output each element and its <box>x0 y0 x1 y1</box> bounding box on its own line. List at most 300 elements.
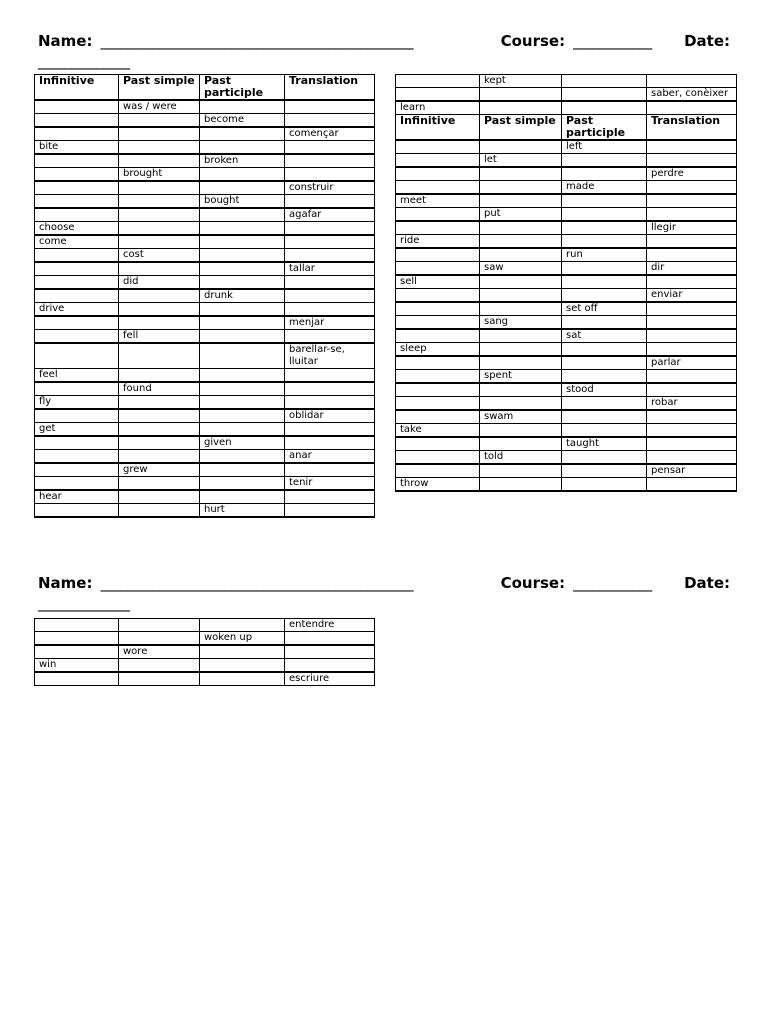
cell-infinitive[interactable] <box>35 645 119 659</box>
header-line <box>38 574 738 592</box>
cell-translation[interactable] <box>285 632 375 646</box>
cell-past-participle[interactable] <box>562 194 647 208</box>
cell-past-participle[interactable]: taught <box>562 437 647 451</box>
cell-infinitive[interactable] <box>396 262 480 276</box>
cell-past-simple[interactable]: kept <box>480 75 562 88</box>
cell-infinitive[interactable]: drive <box>35 303 119 317</box>
verb-row <box>35 619 375 632</box>
cell-past-simple[interactable] <box>480 101 562 115</box>
cell-infinitive[interactable]: take <box>396 424 480 438</box>
cell-translation[interactable] <box>285 369 375 383</box>
cell-past-participle[interactable] <box>200 645 285 659</box>
cell-translation[interactable] <box>647 383 737 397</box>
cell-translation[interactable]: entendre <box>285 619 375 632</box>
cell-translation[interactable] <box>647 370 737 384</box>
cell-past-simple[interactable] <box>480 289 562 303</box>
name-blank[interactable]: ________________________________________________ <box>100 574 413 592</box>
cell-past-participle[interactable] <box>200 100 285 114</box>
verb-row <box>35 289 375 303</box>
cell-translation[interactable]: llegir <box>647 221 737 235</box>
cell-infinitive[interactable] <box>396 88 480 102</box>
cell-translation[interactable] <box>285 382 375 396</box>
cell-past-simple[interactable] <box>480 140 562 154</box>
verb-table-bottom-body <box>35 619 375 686</box>
cell-past-participle[interactable] <box>200 276 285 290</box>
date-blank[interactable]: ______________ <box>38 594 129 612</box>
cell-past-participle[interactable]: sat <box>562 329 647 343</box>
cell-past-participle[interactable] <box>200 463 285 477</box>
cell-past-participle[interactable] <box>562 410 647 424</box>
cell-infinitive[interactable] <box>396 181 480 195</box>
cell-past-participle[interactable]: stood <box>562 383 647 397</box>
cell-past-participle[interactable] <box>562 88 647 102</box>
cell-translation[interactable] <box>285 195 375 209</box>
cell-infinitive[interactable]: get <box>35 423 119 437</box>
cell-infinitive[interactable] <box>35 330 119 344</box>
cell-translation[interactable] <box>285 289 375 303</box>
cell-infinitive[interactable]: sleep <box>396 343 480 357</box>
cell-past-participle[interactable]: run <box>562 248 647 262</box>
cell-past-simple[interactable] <box>119 369 200 383</box>
cell-translation[interactable] <box>647 275 737 289</box>
cell-translation[interactable] <box>285 463 375 477</box>
cell-past-simple[interactable]: swam <box>480 410 562 424</box>
cell-translation[interactable] <box>285 141 375 155</box>
cell-past-participle[interactable] <box>562 397 647 411</box>
cell-past-simple[interactable] <box>119 619 200 632</box>
cell-infinitive[interactable] <box>396 437 480 451</box>
cell-translation[interactable] <box>647 194 737 208</box>
cell-translation[interactable] <box>647 410 737 424</box>
cell-past-simple[interactable] <box>480 181 562 195</box>
cell-past-simple[interactable]: put <box>480 208 562 222</box>
cell-past-participle[interactable]: bought <box>200 195 285 209</box>
cell-infinitive[interactable] <box>396 451 480 465</box>
cell-infinitive[interactable]: choose <box>35 222 119 236</box>
cell-translation[interactable]: saber, conèixer <box>647 88 737 102</box>
cell-infinitive[interactable] <box>35 249 119 263</box>
cell-infinitive[interactable]: learn <box>396 101 480 115</box>
cell-past-participle[interactable] <box>200 672 285 686</box>
cell-infinitive[interactable] <box>396 370 480 384</box>
cell-past-participle[interactable] <box>562 478 647 492</box>
cell-past-simple[interactable] <box>480 88 562 102</box>
cell-infinitive[interactable] <box>396 410 480 424</box>
verb-row <box>35 235 375 249</box>
cell-translation[interactable] <box>285 168 375 182</box>
cell-past-simple[interactable]: did <box>119 276 200 290</box>
cell-infinitive[interactable] <box>35 127 119 141</box>
cell-past-participle[interactable] <box>200 222 285 236</box>
cell-translation[interactable] <box>647 302 737 316</box>
cell-infinitive[interactable] <box>35 276 119 290</box>
cell-past-simple[interactable] <box>119 659 200 673</box>
verb-row <box>35 504 375 518</box>
cell-translation[interactable]: pensar <box>647 464 737 478</box>
cell-past-participle[interactable] <box>562 289 647 303</box>
cell-translation[interactable] <box>285 396 375 410</box>
cell-past-participle[interactable] <box>200 316 285 330</box>
cell-past-participle[interactable] <box>200 409 285 423</box>
cell-past-simple[interactable] <box>480 478 562 492</box>
cell-translation[interactable]: enviar <box>647 289 737 303</box>
cell-infinitive[interactable] <box>35 409 119 423</box>
cell-past-simple[interactable] <box>119 195 200 209</box>
cell-past-simple[interactable] <box>480 356 562 370</box>
cell-past-simple[interactable] <box>119 114 200 128</box>
cell-infinitive[interactable] <box>396 383 480 397</box>
cell-translation[interactable]: menjar <box>285 316 375 330</box>
cell-translation[interactable] <box>285 114 375 128</box>
verb-row <box>35 396 375 410</box>
cell-translation[interactable] <box>647 140 737 154</box>
cell-infinitive[interactable] <box>35 154 119 168</box>
cell-past-participle[interactable] <box>562 221 647 235</box>
cell-past-participle[interactable] <box>562 262 647 276</box>
cell-past-simple[interactable] <box>119 208 200 222</box>
cell-past-participle[interactable] <box>200 249 285 263</box>
cell-translation[interactable] <box>285 645 375 659</box>
cell-past-participle[interactable] <box>562 75 647 88</box>
cell-past-simple[interactable] <box>480 464 562 478</box>
cell-translation[interactable] <box>647 437 737 451</box>
cell-past-participle[interactable] <box>200 168 285 182</box>
cell-translation[interactable]: començar <box>285 127 375 141</box>
cell-past-simple[interactable] <box>119 316 200 330</box>
cell-infinitive[interactable] <box>396 75 480 88</box>
cell-translation[interactable] <box>647 248 737 262</box>
cell-past-participle[interactable] <box>200 208 285 222</box>
cell-past-simple[interactable] <box>119 436 200 450</box>
verb-row <box>396 329 737 343</box>
cell-past-simple[interactable]: was / were <box>119 100 200 114</box>
cell-past-participle[interactable]: given <box>200 436 285 450</box>
cell-past-participle[interactable]: drunk <box>200 289 285 303</box>
cell-past-simple[interactable] <box>119 423 200 437</box>
cell-past-participle[interactable] <box>562 464 647 478</box>
cell-infinitive[interactable] <box>35 343 119 369</box>
cell-translation[interactable] <box>285 100 375 114</box>
verb-row <box>396 424 737 438</box>
course-blank[interactable]: ____________ <box>573 574 652 592</box>
cell-past-participle[interactable] <box>562 343 647 357</box>
cell-translation[interactable] <box>285 249 375 263</box>
cell-translation[interactable]: barellar-se, lluitar <box>285 343 375 369</box>
cell-past-participle[interactable] <box>200 423 285 437</box>
verb-row <box>35 195 375 209</box>
cell-past-simple[interactable]: saw <box>480 262 562 276</box>
cell-past-simple[interactable] <box>119 141 200 155</box>
cell-past-participle[interactable]: left <box>562 140 647 154</box>
cell-past-simple[interactable] <box>480 302 562 316</box>
cell-past-simple[interactable]: wore <box>119 645 200 659</box>
cell-infinitive[interactable]: bite <box>35 141 119 155</box>
cell-past-participle[interactable] <box>200 659 285 673</box>
cell-past-simple[interactable] <box>480 235 562 249</box>
cell-translation[interactable]: perdre <box>647 167 737 181</box>
cell-past-simple[interactable] <box>119 181 200 195</box>
cell-past-simple[interactable] <box>480 221 562 235</box>
cell-past-simple[interactable]: fell <box>119 330 200 344</box>
cell-past-simple[interactable]: spent <box>480 370 562 384</box>
verb-table-right-top <box>396 75 737 115</box>
cell-past-simple[interactable]: found <box>119 382 200 396</box>
cell-infinitive[interactable] <box>396 464 480 478</box>
column-header-row <box>396 115 737 141</box>
cell-past-simple[interactable] <box>119 154 200 168</box>
verb-row <box>396 464 737 478</box>
cell-past-participle[interactable] <box>200 235 285 249</box>
cell-past-participle[interactable] <box>562 235 647 249</box>
cell-past-simple[interactable] <box>119 409 200 423</box>
cell-infinitive[interactable] <box>396 329 480 343</box>
cell-past-simple[interactable] <box>480 437 562 451</box>
cell-past-participle[interactable] <box>562 451 647 465</box>
cell-past-simple[interactable] <box>119 343 200 369</box>
cell-past-simple[interactable]: brought <box>119 168 200 182</box>
cell-infinitive[interactable] <box>396 397 480 411</box>
cell-past-simple[interactable]: let <box>480 154 562 168</box>
cell-translation[interactable]: robar <box>647 397 737 411</box>
cell-translation[interactable] <box>647 316 737 330</box>
cell-past-participle[interactable]: woken up <box>200 632 285 646</box>
cell-infinitive[interactable] <box>396 221 480 235</box>
verb-row <box>396 451 737 465</box>
cell-translation[interactable] <box>285 659 375 673</box>
cell-past-simple[interactable] <box>480 383 562 397</box>
cell-infinitive[interactable] <box>35 195 119 209</box>
cell-past-participle[interactable] <box>200 141 285 155</box>
cell-infinitive[interactable] <box>396 140 480 154</box>
cell-past-participle[interactable]: made <box>562 181 647 195</box>
cell-past-participle[interactable] <box>200 369 285 383</box>
verb-row <box>35 369 375 383</box>
name-blank[interactable]: ________________________________________________ <box>100 32 413 50</box>
col-past-participle-header: Past participle <box>562 115 647 141</box>
cell-translation[interactable] <box>285 222 375 236</box>
cell-past-simple[interactable] <box>119 672 200 686</box>
cell-infinitive[interactable] <box>35 436 119 450</box>
cell-translation[interactable] <box>285 436 375 450</box>
date-blank[interactable]: ______________ <box>38 52 129 70</box>
cell-infinitive[interactable] <box>396 316 480 330</box>
cell-past-simple[interactable] <box>119 396 200 410</box>
cell-past-simple[interactable]: told <box>480 451 562 465</box>
verb-row <box>396 289 737 303</box>
cell-past-participle[interactable] <box>562 370 647 384</box>
verb-row <box>35 208 375 222</box>
cell-infinitive[interactable] <box>396 302 480 316</box>
cell-past-participle[interactable] <box>200 396 285 410</box>
cell-translation[interactable] <box>647 75 737 88</box>
verb-row <box>396 235 737 249</box>
cell-infinitive[interactable] <box>396 208 480 222</box>
cell-translation[interactable] <box>647 451 737 465</box>
cell-past-participle[interactable] <box>200 303 285 317</box>
cell-infinitive[interactable] <box>35 504 119 518</box>
cell-past-participle[interactable] <box>200 181 285 195</box>
cell-infinitive[interactable] <box>35 262 119 276</box>
verb-row <box>396 181 737 195</box>
cell-infinitive[interactable]: meet <box>396 194 480 208</box>
cell-past-simple[interactable] <box>119 490 200 504</box>
cell-translation[interactable]: dir <box>647 262 737 276</box>
cell-infinitive[interactable]: fly <box>35 396 119 410</box>
cell-infinitive[interactable]: win <box>35 659 119 673</box>
cell-past-simple[interactable]: grew <box>119 463 200 477</box>
cell-translation[interactable] <box>647 478 737 492</box>
cell-infinitive[interactable]: ride <box>396 235 480 249</box>
cell-infinitive[interactable] <box>35 619 119 632</box>
cell-past-participle[interactable] <box>562 154 647 168</box>
cell-translation[interactable] <box>647 101 737 115</box>
verb-row <box>35 316 375 330</box>
cell-past-participle[interactable] <box>200 490 285 504</box>
cell-past-simple[interactable] <box>119 303 200 317</box>
cell-infinitive[interactable] <box>396 248 480 262</box>
cell-translation[interactable]: escriure <box>285 672 375 686</box>
cell-infinitive[interactable] <box>35 382 119 396</box>
cell-translation[interactable] <box>285 423 375 437</box>
cell-past-simple[interactable] <box>480 194 562 208</box>
cell-translation[interactable] <box>647 181 737 195</box>
cell-infinitive[interactable] <box>35 168 119 182</box>
cell-past-simple[interactable] <box>480 329 562 343</box>
cell-translation[interactable]: tenir <box>285 477 375 491</box>
cell-translation[interactable]: oblidar <box>285 409 375 423</box>
cell-infinitive[interactable] <box>396 356 480 370</box>
cell-translation[interactable] <box>647 208 737 222</box>
cell-infinitive[interactable] <box>396 289 480 303</box>
verb-row <box>396 154 737 168</box>
cell-infinitive[interactable] <box>35 672 119 686</box>
col-past-simple-header: Past simple <box>480 115 562 141</box>
cell-translation[interactable] <box>647 329 737 343</box>
verb-row <box>35 303 375 317</box>
cell-translation[interactable] <box>285 276 375 290</box>
verb-row <box>35 477 375 491</box>
cell-past-simple[interactable] <box>119 222 200 236</box>
course-label: Course: <box>500 32 566 50</box>
cell-past-simple[interactable] <box>480 275 562 289</box>
cell-infinitive[interactable] <box>35 477 119 491</box>
cell-translation[interactable] <box>285 330 375 344</box>
cell-past-simple[interactable] <box>119 450 200 464</box>
cell-infinitive[interactable] <box>35 289 119 303</box>
cell-infinitive[interactable] <box>35 114 119 128</box>
cell-infinitive[interactable] <box>396 167 480 181</box>
cell-past-simple[interactable] <box>480 397 562 411</box>
cell-infinitive[interactable] <box>35 181 119 195</box>
verb-row <box>396 208 737 222</box>
cell-past-simple[interactable] <box>119 127 200 141</box>
cell-past-simple[interactable] <box>480 343 562 357</box>
verb-row <box>35 114 375 128</box>
cell-infinitive[interactable] <box>35 316 119 330</box>
cell-infinitive[interactable] <box>35 463 119 477</box>
cell-translation[interactable] <box>647 424 737 438</box>
cell-past-participle[interactable] <box>200 619 285 632</box>
course-blank[interactable]: ____________ <box>573 32 652 50</box>
cell-infinitive[interactable] <box>35 208 119 222</box>
cell-infinitive[interactable]: hear <box>35 490 119 504</box>
cell-past-simple[interactable] <box>480 167 562 181</box>
cell-translation[interactable]: tallar <box>285 262 375 276</box>
cell-past-participle[interactable]: set off <box>562 302 647 316</box>
cell-past-participle[interactable] <box>562 424 647 438</box>
cell-infinitive[interactable] <box>35 450 119 464</box>
cell-past-participle[interactable]: become <box>200 114 285 128</box>
cell-past-participle[interactable] <box>562 101 647 115</box>
cell-past-simple[interactable] <box>119 262 200 276</box>
cell-translation[interactable] <box>285 235 375 249</box>
cell-past-participle[interactable] <box>200 382 285 396</box>
verb-row <box>35 463 375 477</box>
cell-infinitive[interactable]: throw <box>396 478 480 492</box>
cell-past-simple[interactable] <box>119 477 200 491</box>
cell-infinitive[interactable]: sell <box>396 275 480 289</box>
verb-row <box>35 409 375 423</box>
cell-past-simple[interactable] <box>119 632 200 646</box>
verb-row <box>35 382 375 396</box>
cell-past-simple[interactable] <box>480 424 562 438</box>
cell-translation[interactable] <box>285 154 375 168</box>
verb-row <box>396 248 737 262</box>
cell-past-participle[interactable] <box>562 356 647 370</box>
cell-past-participle[interactable] <box>200 330 285 344</box>
cell-past-participle[interactable] <box>200 262 285 276</box>
cell-past-simple[interactable] <box>119 289 200 303</box>
cell-translation[interactable] <box>647 235 737 249</box>
cell-past-simple[interactable] <box>119 235 200 249</box>
cell-infinitive[interactable] <box>35 632 119 646</box>
verb-row <box>396 316 737 330</box>
cell-past-simple[interactable] <box>480 248 562 262</box>
cell-past-simple[interactable]: cost <box>119 249 200 263</box>
cell-translation[interactable] <box>285 490 375 504</box>
cell-past-participle[interactable] <box>562 208 647 222</box>
cell-infinitive[interactable] <box>396 154 480 168</box>
cell-translation[interactable]: construir <box>285 181 375 195</box>
cell-infinitive[interactable] <box>35 100 119 114</box>
cell-past-participle[interactable]: hurt <box>200 504 285 518</box>
cell-translation[interactable] <box>647 154 737 168</box>
cell-past-participle[interactable] <box>200 343 285 369</box>
cell-past-participle[interactable] <box>562 275 647 289</box>
verb-table-left-body <box>35 75 375 518</box>
cell-translation[interactable] <box>285 303 375 317</box>
cell-translation[interactable]: agafar <box>285 208 375 222</box>
verb-row <box>396 262 737 276</box>
cell-past-simple[interactable]: sang <box>480 316 562 330</box>
cell-past-participle[interactable] <box>200 127 285 141</box>
cell-past-participle[interactable] <box>200 477 285 491</box>
cell-past-participle[interactable] <box>200 450 285 464</box>
cell-past-participle[interactable]: broken <box>200 154 285 168</box>
cell-past-participle[interactable] <box>562 316 647 330</box>
cell-translation[interactable]: parlar <box>647 356 737 370</box>
cell-infinitive[interactable]: come <box>35 235 119 249</box>
cell-translation[interactable]: anar <box>285 450 375 464</box>
cell-infinitive[interactable]: feel <box>35 369 119 383</box>
verb-row <box>35 672 375 686</box>
verb-row <box>396 302 737 316</box>
cell-translation[interactable] <box>647 343 737 357</box>
verb-row <box>396 397 737 411</box>
cell-past-participle[interactable] <box>562 167 647 181</box>
cell-translation[interactable] <box>285 504 375 518</box>
cell-past-simple[interactable] <box>119 504 200 518</box>
